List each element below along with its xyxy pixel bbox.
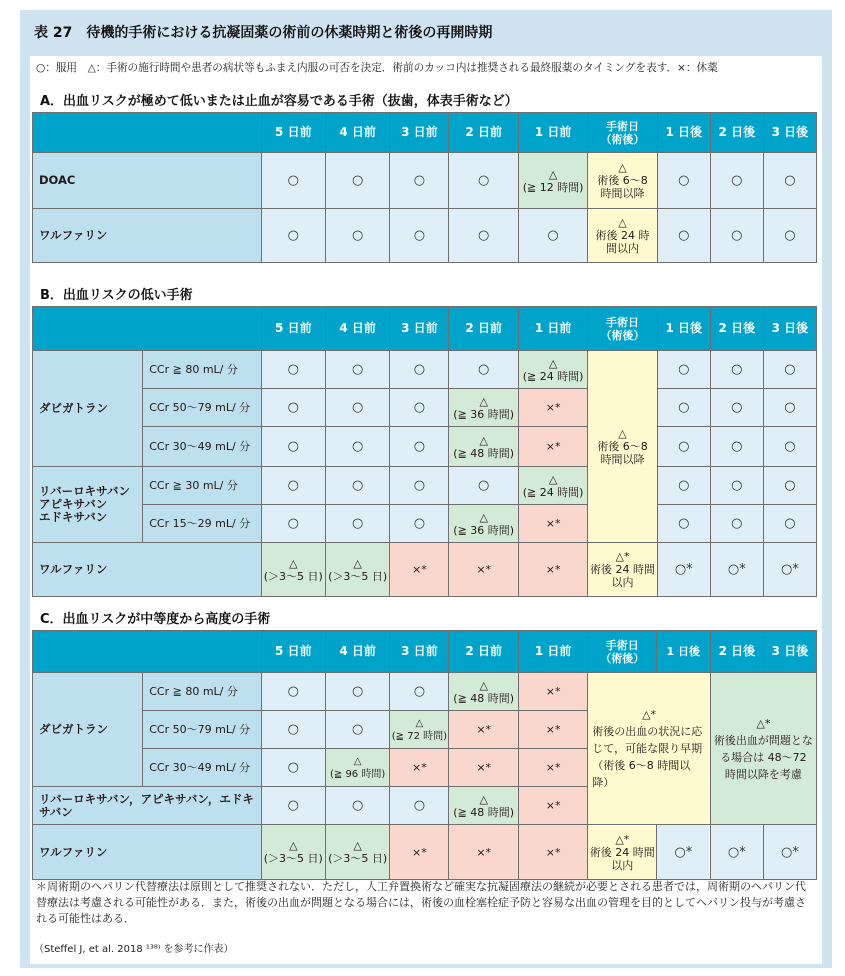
crcl-label: CCr 30～49 mL/ 分 xyxy=(143,427,261,467)
col-2d-after: 2 日後 xyxy=(710,113,763,153)
table-title: 表 27 待機的手術における抗凝固薬の術前の休薬時期と術後の再開時期 xyxy=(34,25,493,41)
cell: ○ xyxy=(390,427,449,467)
cell: △ (≧ 72 時間) xyxy=(390,711,449,749)
cell: ○ xyxy=(390,505,449,543)
cell: ○ xyxy=(710,427,763,467)
drug-label: ワルファリン xyxy=(33,825,262,880)
cell: ○ xyxy=(657,467,710,505)
table-row xyxy=(33,427,817,467)
cell: △ (≧ 48 時間) xyxy=(449,787,518,825)
cell: ○ xyxy=(390,351,449,389)
crcl-label: CCr 30～49 mL/ 分 xyxy=(143,749,261,787)
drug-label: DOAC xyxy=(33,153,262,209)
col-5d-before: 5 日前 xyxy=(261,631,325,673)
col-surgery-day: 手術日 （術後） xyxy=(588,307,657,351)
crcl-label: CCr 50～79 mL/ 分 xyxy=(143,389,261,427)
cell: ○ xyxy=(325,711,389,749)
cell: ×* xyxy=(390,825,449,880)
table-row xyxy=(33,543,817,597)
col-5d-before: 5 日前 xyxy=(261,307,325,351)
cell: △ (≧ 48 時間) xyxy=(449,673,518,711)
col-surgery-day: 手術日 （術後） xyxy=(588,113,657,153)
crcl-label: CCr ≧ 80 mL/ 分 xyxy=(143,351,261,389)
table-row xyxy=(33,673,817,711)
cell: ×* xyxy=(518,825,587,880)
col-3d-after: 3 日後 xyxy=(763,631,816,673)
cell: ○ xyxy=(657,351,710,389)
cell: ○ xyxy=(657,505,710,543)
cell: ×* xyxy=(518,389,587,427)
cell: ○ xyxy=(261,787,325,825)
cell: △ (≧ 36 時間) xyxy=(449,505,518,543)
cell: ○ xyxy=(449,153,518,209)
col-1d-after: 1 日後 xyxy=(657,113,710,153)
cell: △* 術後 24 時間 以内 xyxy=(588,543,657,597)
drug-label: リバーロキサバン アピキサバン エドキサバン xyxy=(33,467,143,543)
col-surgery-day: 手術日 （術後） 1 日後 xyxy=(588,631,711,673)
col-2d-before: 2 日前 xyxy=(449,307,518,351)
cell: ○ xyxy=(390,673,449,711)
section-c-heading: C．出血リスクが中等度から高度の手術 xyxy=(40,612,271,627)
col-4d-before: 4 日前 xyxy=(325,307,389,351)
cell: ○ xyxy=(763,389,816,427)
col-4d-before: 4 日前 xyxy=(325,113,389,153)
cell: ○ xyxy=(518,209,587,263)
cell: ○ xyxy=(261,209,325,263)
col-3d-before: 3 日前 xyxy=(390,307,449,351)
legend: ○：服用 △：手術の施行時間や患者の病状等もふまえ内服の可否を決定．術前のカッコ内は推奨される最終服薬のタイミングを表す．×：休薬 xyxy=(36,62,718,74)
cell: ○ xyxy=(390,787,449,825)
cell: ○ xyxy=(710,153,763,209)
cell: ○ xyxy=(710,467,763,505)
drug-label: リバーロキサバン，アピキサバン，エドキサバン xyxy=(33,787,262,825)
cell: △ (＞3～5 日) xyxy=(325,543,389,597)
drug-label: ダビガトラン xyxy=(33,351,143,467)
cell: ○* xyxy=(657,543,710,597)
cell: ×* xyxy=(518,543,587,597)
cell: △ (≧ 48 時間) xyxy=(449,427,518,467)
crcl-label: CCr 50～79 mL/ 分 xyxy=(143,711,261,749)
crcl-label: CCr ≧ 30 mL/ 分 xyxy=(143,467,261,505)
cell: ×* xyxy=(518,749,587,787)
drug-label: ワルファリン xyxy=(33,209,262,263)
table-row xyxy=(33,351,817,389)
col-2d-after: 2 日後 xyxy=(710,631,763,673)
col-2d-before: 2 日前 xyxy=(449,113,518,153)
col-5d-before: 5 日前 xyxy=(261,113,325,153)
cell: ×* xyxy=(518,711,587,749)
cell: ○ xyxy=(390,467,449,505)
cell: ×* xyxy=(449,749,518,787)
cell: ×* xyxy=(449,711,518,749)
col-4d-before: 4 日前 xyxy=(325,631,389,673)
cell: ○ xyxy=(763,209,816,263)
cell: ○* xyxy=(763,543,816,597)
cell: ○ xyxy=(390,153,449,209)
cell: ○ xyxy=(325,389,389,427)
cell: ○ xyxy=(390,209,449,263)
cell: △* 術後の出血の状況に応じて，可能な限り早期（術後 6～8 時間以降） xyxy=(588,673,711,825)
cell: ○ xyxy=(325,787,389,825)
cell: ○ xyxy=(261,389,325,427)
cell: ×* xyxy=(518,673,587,711)
table-row xyxy=(33,153,817,209)
table-row xyxy=(33,505,817,543)
cell: ○ xyxy=(261,711,325,749)
table-row xyxy=(33,389,817,427)
cell: ○ xyxy=(261,673,325,711)
cell: △* 術後 24 時間 以内 ○* xyxy=(588,825,711,880)
source-note: （Steffel J, et al. 2018 ¹³⁸⁾ を参考に作表） xyxy=(34,944,234,955)
crcl-label: CCr ≧ 80 mL/ 分 xyxy=(143,673,261,711)
col-1d-after: 1 日後 xyxy=(666,645,701,658)
cell: ○ xyxy=(763,505,816,543)
col-3d-before: 3 日前 xyxy=(390,631,449,673)
section-b-heading: B．出血リスクの低い手術 xyxy=(40,288,193,303)
cell: ○ xyxy=(710,351,763,389)
cell: △ (≧ 36 時間) xyxy=(449,389,518,427)
cell: ○* xyxy=(710,825,763,880)
cell: ○ xyxy=(657,153,710,209)
cell: ×* xyxy=(518,787,587,825)
col-3d-after: 3 日後 xyxy=(763,113,816,153)
cell: △ (≧ 24 時間) xyxy=(518,467,587,505)
cell: ○ xyxy=(710,505,763,543)
cell: ○ xyxy=(657,209,710,263)
cell: ○ xyxy=(710,209,763,263)
cell: ×* xyxy=(449,825,518,880)
cell: ×* xyxy=(518,427,587,467)
col-1d-before: 1 日前 xyxy=(518,307,587,351)
cell: ×* xyxy=(449,543,518,597)
cell: △ 術後 6～8 時間以降 xyxy=(588,351,657,543)
cell: ○ xyxy=(449,351,518,389)
cell: △ 術後 6～8 時間以降 xyxy=(588,153,657,209)
cell: ○ xyxy=(710,389,763,427)
cell: △ (≧ 24 時間) xyxy=(518,351,587,389)
table-b xyxy=(32,306,817,597)
cell: ○ xyxy=(261,505,325,543)
cell: △ (＞3～5 日) xyxy=(261,543,325,597)
cell: ○ xyxy=(325,153,389,209)
cell: ○ xyxy=(325,505,389,543)
cell: ○ xyxy=(325,467,389,505)
table-frame xyxy=(20,10,832,968)
col-3d-after: 3 日後 xyxy=(763,307,816,351)
header-row xyxy=(33,113,817,153)
col-1d-before: 1 日前 xyxy=(518,631,587,673)
footnote: ＊周術期のヘパリン代替療法は原則として推奨されない．ただし，人工弁置換術など確実な抗凝固療法の継続が必要とされる患者では，周術期のヘパリン代替療法は考慮される可能性がある．また，術後の出血が問題となる場合には，術後の血栓塞栓症予防と容易な出血の管理を目的としてヘパリン投与が考慮される可能性はある． xyxy=(36,880,806,925)
cell: ○ xyxy=(763,467,816,505)
cell: △* 術後出血が問題となる場合は 48～72 時間以降を考慮 xyxy=(710,673,816,825)
col-1d-after: 1 日後 xyxy=(657,307,710,351)
cell: ○ xyxy=(261,153,325,209)
cell: ○ xyxy=(261,749,325,787)
cell: ○ xyxy=(449,467,518,505)
cell: ○ xyxy=(449,209,518,263)
cell: ×* xyxy=(390,749,449,787)
cell: ○ xyxy=(261,467,325,505)
cell: ×* xyxy=(518,505,587,543)
cell: ○ xyxy=(325,427,389,467)
col-2d-before: 2 日前 xyxy=(449,631,518,673)
cell: ○* xyxy=(763,825,816,880)
cell: ○ xyxy=(325,351,389,389)
cell: ○ xyxy=(390,389,449,427)
section-a-heading: A．出血リスクが極めて低いまたは止血が容易である手術（抜歯，体表手術など） xyxy=(40,94,518,109)
cell: ○ xyxy=(763,427,816,467)
table-a xyxy=(32,112,817,263)
col-1d-before: 1 日前 xyxy=(518,113,587,153)
table-row xyxy=(33,825,817,880)
cell: ○ xyxy=(763,351,816,389)
table-row xyxy=(33,209,817,263)
cell: △ (＞3～5 日) xyxy=(261,825,325,880)
cell: △ (≧ 12 時間) xyxy=(518,153,587,209)
cell: ○ xyxy=(657,389,710,427)
table-panel xyxy=(30,56,822,964)
cell: ○* xyxy=(710,543,763,597)
cell: ○ xyxy=(763,153,816,209)
cell: ○ xyxy=(261,351,325,389)
cell: ○ xyxy=(325,209,389,263)
crcl-label: CCr 15～29 mL/ 分 xyxy=(143,505,261,543)
cell: △ (≧ 96 時間) xyxy=(325,749,389,787)
cell: △ (＞3～5 日) xyxy=(325,825,389,880)
drug-label: ワルファリン xyxy=(33,543,262,597)
col-3d-before: 3 日前 xyxy=(390,113,449,153)
cell: ○ xyxy=(325,673,389,711)
cell: ○ xyxy=(657,427,710,467)
drug-label: ダビガトラン xyxy=(33,673,143,787)
table-c xyxy=(32,630,817,880)
cell: ○ xyxy=(261,427,325,467)
cell: △ 術後 24 時 間以内 xyxy=(588,209,657,263)
cell: ×* xyxy=(390,543,449,597)
header-row xyxy=(33,631,817,673)
table-row xyxy=(33,467,817,505)
header-row xyxy=(33,307,817,351)
col-2d-after: 2 日後 xyxy=(710,307,763,351)
